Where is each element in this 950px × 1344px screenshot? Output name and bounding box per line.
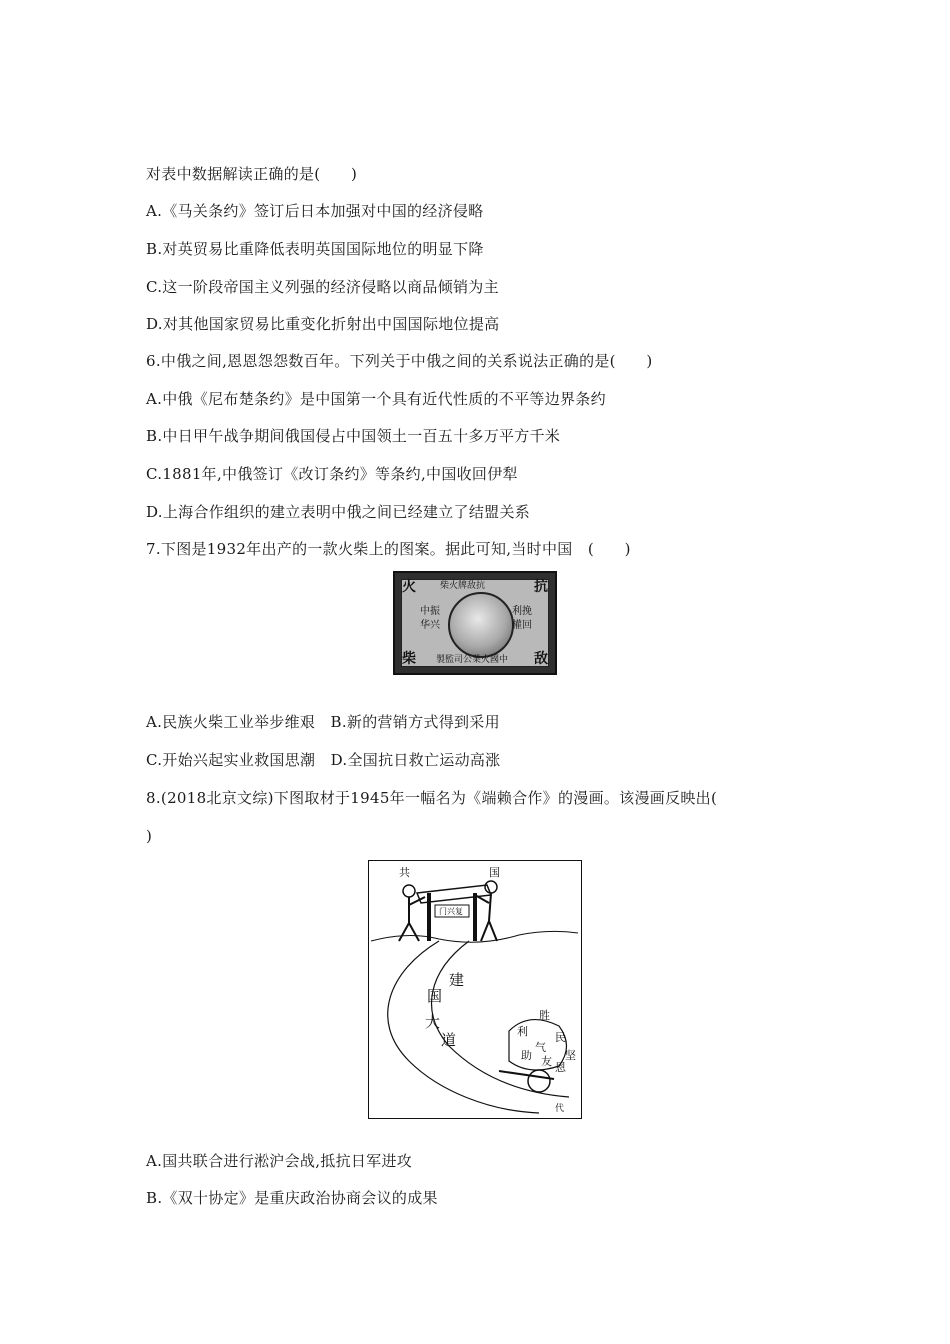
cartoon-label-right: 国 [489, 866, 500, 879]
cartoon-cart-char-1: 胜 [539, 1009, 550, 1022]
q6-option-a: A.中俄《尼布楚条约》是中国第一个具有近代性质的不平等边界条约 [146, 390, 606, 408]
q5-stem: 对表中数据解读正确的是( ) [146, 165, 358, 183]
q5-option-d: D.对其他国家贸易比重变化折射出中国国际地位提高 [146, 315, 500, 333]
cartoon-gate-sign: 门兴复 [439, 907, 463, 916]
q6-option-b: B.中日甲午战争期间俄国侵占中国领土一百五十多万平方千米 [146, 427, 561, 445]
matchbox-label-image [393, 571, 557, 675]
coin-emblem [448, 592, 514, 658]
cartoon-cart-char-2: 利 [517, 1025, 528, 1038]
q6-stem: 6.中俄之间,恩恩怨怨数百年。下列关于中俄之间的关系说法正确的是( ) [146, 352, 653, 370]
q5-option-c: C.这一阶段帝国主义列强的经济侵略以商品倾销为主 [146, 278, 499, 296]
q7-stem: 7.下图是1932年出产的一款火柴上的图案。据此可知,当时中国 ( ) [146, 540, 631, 558]
matchbox-left-text-2: 华兴 [420, 620, 440, 631]
corner-char-bl: 柴 [402, 651, 416, 667]
cartoon-cart-char-4: 气 [535, 1041, 546, 1054]
q6-option-c: C.1881年,中俄签订《改订条约》等条约,中国收回伊犁 [146, 465, 518, 483]
cartoon-label-left: 共 [399, 866, 410, 879]
cartoon-road-char-2: 国 [427, 987, 443, 1005]
corner-char-tl: 火 [402, 579, 416, 595]
q6-option-d: D.上海合作组织的建立表明中俄之间已经建立了结盟关系 [146, 503, 531, 521]
q5-option-b: B.对英贸易比重降低表明英国国际地位的明显下降 [146, 240, 484, 258]
q8-option-a: A.国共联合进行淞沪会战,抵抗日军进攻 [146, 1152, 413, 1170]
cartoon-cart-char-7: 恩 [555, 1061, 566, 1074]
cartoon-road-char-3: 大 [425, 1013, 441, 1031]
cartoon-cart-char-3: 民 [555, 1031, 566, 1044]
q7-options-cd: C.开始兴起实业救国思潮 D.全国抗日救亡运动高涨 [146, 751, 501, 769]
cartoon-image [368, 860, 582, 1119]
q8-option-b: B.《双十协定》是重庆政治协商会议的成果 [146, 1189, 438, 1207]
q8-stem-line2: ) [146, 827, 153, 845]
cartoon-cart-char-5: 助 [521, 1049, 532, 1062]
q7-options-ab: A.民族火柴工业举步维艰 B.新的营销方式得到采用 [146, 713, 500, 731]
cartoon-road-char-1: 建 [449, 971, 465, 989]
cartoon-signature: 代 [555, 1104, 565, 1114]
matchbox-bottom-band: 製監司公業火國中 [436, 655, 509, 665]
q8-stem-line1: 8.(2018北京文综)下图取材于1945年一幅名为《端赖合作》的漫画。该漫画反映出( [146, 789, 718, 807]
q5-option-a: A.《马关条约》签订后日本加强对中国的经济侵略 [146, 202, 484, 220]
corner-char-br: 敌 [534, 651, 548, 667]
matchbox-label-panel [401, 579, 549, 667]
cartoon-drawing [369, 861, 580, 1117]
matchbox-top-band: 柴火牌敌抗 [440, 581, 486, 591]
corner-char-tr: 抗 [534, 579, 548, 595]
matchbox-right-text-2: 權回 [512, 620, 532, 631]
cartoon-cart-char-6: 友 [541, 1055, 552, 1068]
cartoon-road-char-4: 道 [441, 1031, 457, 1049]
matchbox-right-text-1: 利挽 [512, 606, 532, 617]
matchbox-left-text-1: 中振 [420, 606, 440, 617]
cartoon-cart-char-8: 坚 [565, 1049, 576, 1062]
